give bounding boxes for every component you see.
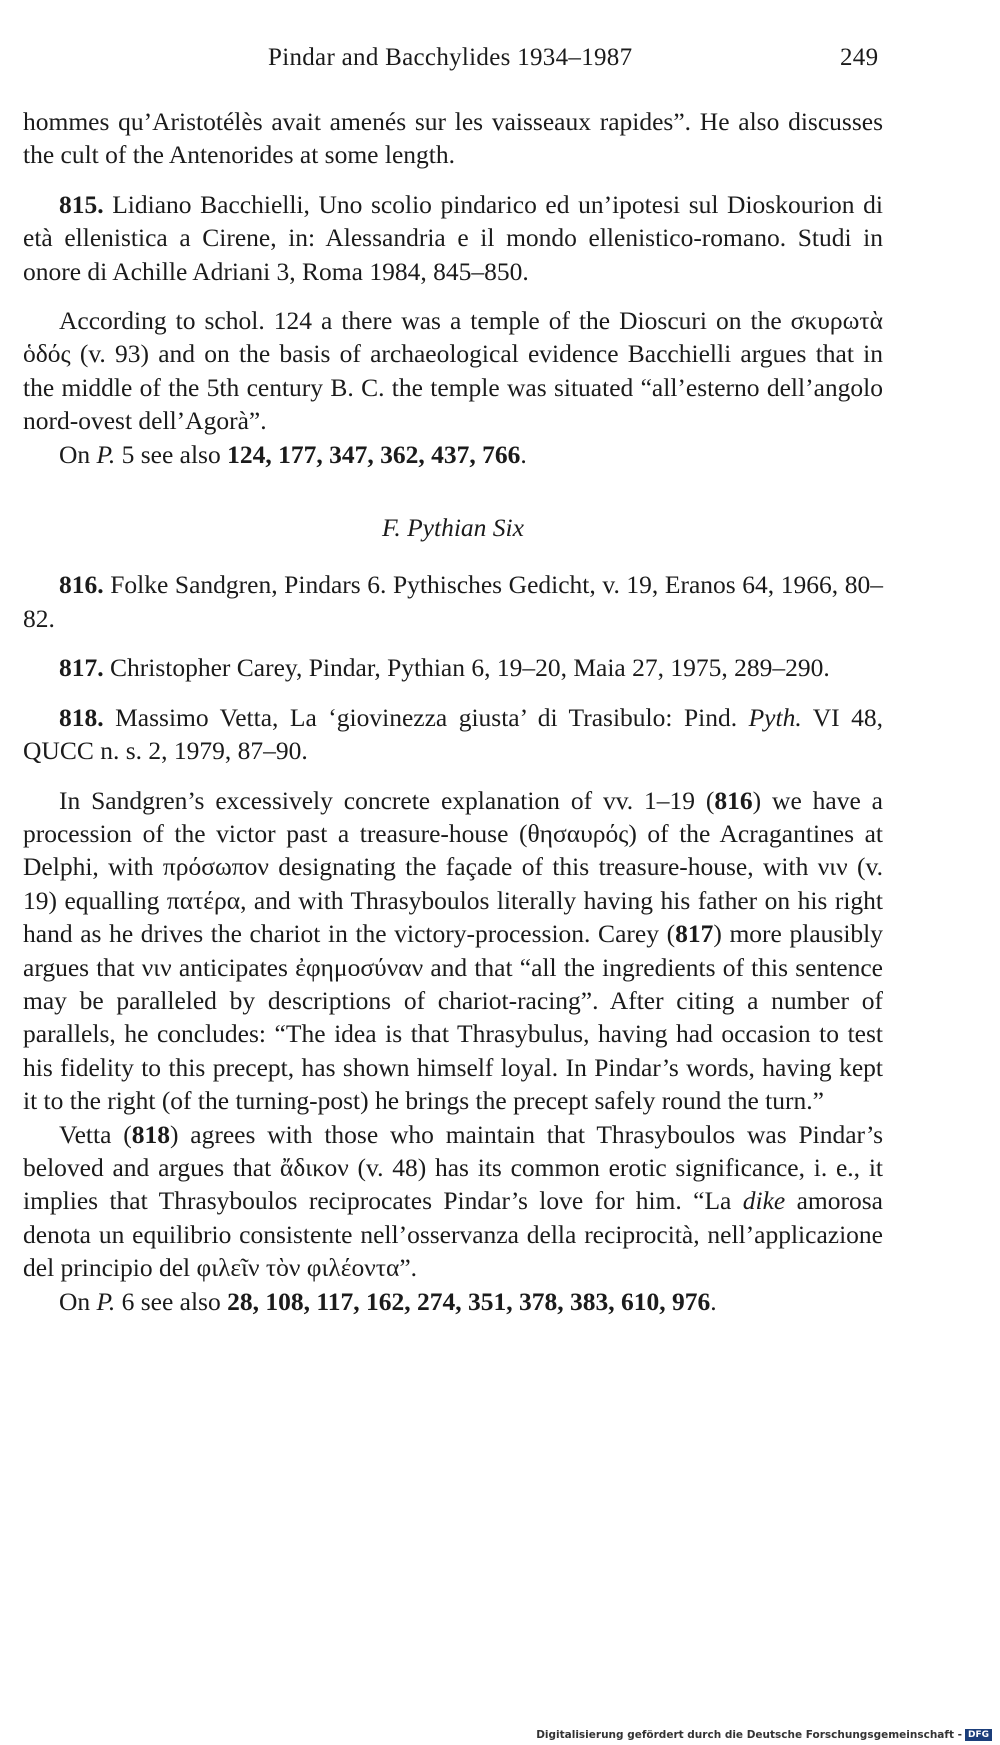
bibliography-entry-815: 815. Lidiano Bacchielli, Uno scolio pindarico ed un’ipotesi sul Dioskourion di età ellenistica a Cirene, in: Alessandria e il mondo ellenistico-romano. Studi in onore di Achille Adriani 3, Roma 1984, 845–850.	[23, 189, 883, 286]
bibliography-entry-817: 817. Christopher Carey, Pindar, Pythian 6, 19–20, Maia 27, 1975, 289–290.	[59, 653, 830, 683]
digitization-footer: Digitalisierung gefördert durch die Deutsche Forschungsgemeinschaft - DFG	[536, 1729, 992, 1741]
commentary-paragraph: In Sandgren’s excessively concrete explanation of vv. 1–19 (816) we have a procession of the victor past a treasure-house (θησαυρός) of the Acragantines at Delphi, with πρόσωπον designating the façade of this treasure-house, with νιν (v. 19) equalling πατέρα, and with Thrasyboulos literally having his father on his right hand as he drives the chariot in the victory-procession. Carey (817) more plausibly argues that νιν anticipates ἐφημοσύναν and that “all the ingredients of this sentence may be paralleled by descriptions of chariot-racing”. After citing a number of parallels, he concludes: “The idea is that Thrasybulus, having had occasion to test his fidelity to this precept, has shown himself loyal. In Pindar’s words, having kept it to the right (of the turning-post) he brings the precept safely round the turn.”	[23, 785, 883, 1116]
body-text	[23, 105, 883, 1318]
entry-number: 815.	[59, 189, 104, 219]
bibliography-entry-816: 816. Folke Sandgren, Pindars 6. Pythisches Gedicht, v. 19, Eranos 64, 1966, 80–82.	[23, 570, 883, 633]
page-header	[0, 44, 1000, 78]
cross-references: 124, 177, 347, 362, 437, 766	[227, 439, 521, 469]
see-also-line: On P. 5 see also 124, 177, 347, 362, 437, 766.	[59, 439, 527, 469]
see-also-line: On P. 6 see also 28, 108, 117, 162, 274, 351, 378, 383, 610, 976.	[59, 1286, 717, 1316]
section-heading: F. Pythian Six	[382, 513, 524, 543]
commentary-paragraph: Vetta (818) agrees with those who maintain that Thrasyboulos was Pindar’s beloved and argues that ἄδικον (v. 48) has its common erotic significance, i. e., it implies that Thrasyboulos reciprocates Pindar’s love for him. “La dike amorosa denota un equilibrio consistente nell’osservanza della reciprocità, nell’applicazione del principio del φιλεῖν τὸν φιλέοντα”.	[23, 1119, 883, 1283]
entry-number: 816.	[59, 570, 104, 600]
commentary-paragraph: According to schol. 124 a there was a temple of the Dioscuri on the σκυρωτὰ ὁδός (v. 93) and on the basis of archaeological evidence Bacchielli argues that in the middle of the 5th century B. C. the temple was situated “all’esterno dell’angolo nord-ovest dell’Agorà”.	[23, 306, 883, 436]
entry-number: 817.	[59, 653, 104, 683]
running-title: Pindar and Bacchylides 1934–1987	[268, 44, 633, 71]
page-number: 249	[840, 44, 879, 71]
dfg-logo: DFG	[965, 1729, 992, 1741]
entry-number: 818.	[59, 702, 104, 732]
paragraph-continuation: hommes qu’Aristotélès avait amenés sur les vaisseaux rapides”. He also discusses the cult of the Antenorides at some length.	[23, 107, 883, 170]
bibliography-entry-818: 818. Massimo Vetta, La ‘giovinezza giusta’ di Trasibulo: Pind. Pyth. VI 48, QUCC n. s. 2, 1979, 87–90.	[23, 702, 883, 766]
cross-references: 28, 108, 117, 162, 274, 351, 378, 383, 610, 976	[227, 1286, 711, 1316]
